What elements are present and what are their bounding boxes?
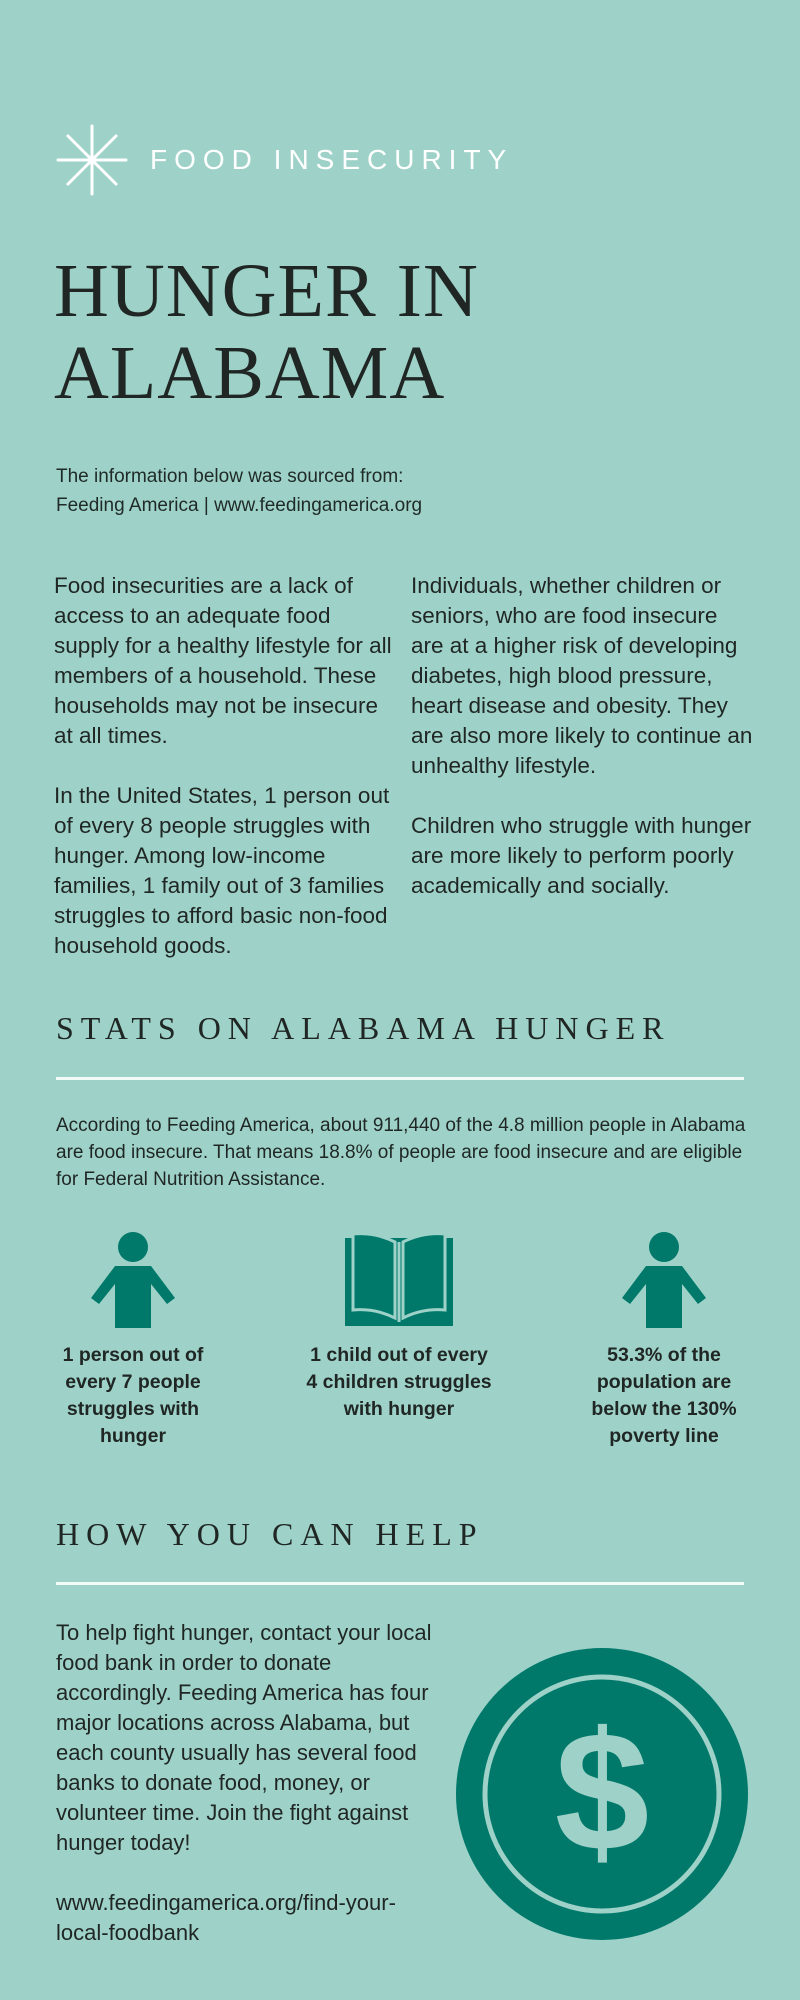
stats-intro: According to Feeding America, about 911,440 of the 4.8 million people in Alabama are food insecure. That means 18.8% of people are food insecure and are eligible for Federal Nutrition Assistance. <box>56 1115 746 1190</box>
intro-column-left <box>54 571 399 991</box>
stat-item <box>304 1228 494 1423</box>
asterisk-star-icon <box>56 124 128 196</box>
dollar-icon <box>456 1648 748 1940</box>
page-title: HUNGER IN ALABAMA <box>54 249 479 415</box>
intro-paragraph: Children who struggle with hunger are more likely to perform poorly academically and socially. <box>411 813 752 898</box>
help-text <box>56 1618 434 1978</box>
source-note <box>56 462 422 520</box>
stats-heading: STATS ON ALABAMA HUNGER <box>56 1010 671 1046</box>
help-paragraph: To help fight hunger, contact your local food bank in order to donate accordingly. Feeding America has four major locations across Alabama, but each county usually has several food banks to donate food, money, or volunteer time. Join the fight against hunger today! <box>56 1620 432 1855</box>
source-line-1: The information below was sourced from: <box>56 466 404 487</box>
open-book-icon <box>343 1234 455 1328</box>
header-title: FOOD INSECURITY <box>150 144 514 175</box>
intro-paragraph: Individuals, whether children or seniors, who are food insecure are at a higher risk of developing diabetes, high blood pressure, heart disease and obesity. They are also more likely to continue an unhealthy lifestyle. <box>411 573 753 778</box>
header <box>56 124 513 196</box>
stat-item <box>38 1228 228 1450</box>
intro-column-right <box>411 571 756 931</box>
stat-text: 1 person out of every 7 people struggles with hunger <box>62 1344 204 1447</box>
stat-item <box>569 1228 759 1450</box>
stat-text: 53.3% of the population are below the 130% poverty line <box>591 1344 737 1447</box>
stat-text: 1 child out of every 4 children struggles with hunger <box>306 1344 492 1420</box>
intro-paragraph: Food insecurities are a lack of access to an adequate food supply for a healthy lifestyle for all members of a household. These households may not be insecure at all times. <box>54 573 392 748</box>
foodbank-link[interactable]: www.feedingamerica.org/find-your-local-foodbank <box>56 1890 396 1945</box>
source-line-2: Feeding America | www.feedingamerica.org <box>56 495 423 516</box>
person-icon <box>87 1232 179 1328</box>
help-heading: HOW YOU CAN HELP <box>56 1516 484 1552</box>
intro-paragraph: In the United States, 1 person out of every 8 people struggles with hunger. Among low-income families, 1 family out of 3 families struggles to afford basic non-food household goods. <box>54 783 390 958</box>
person-icon <box>618 1232 710 1328</box>
divider <box>56 1077 744 1080</box>
svg-text:$: $ <box>554 1697 650 1887</box>
divider <box>56 1582 744 1585</box>
